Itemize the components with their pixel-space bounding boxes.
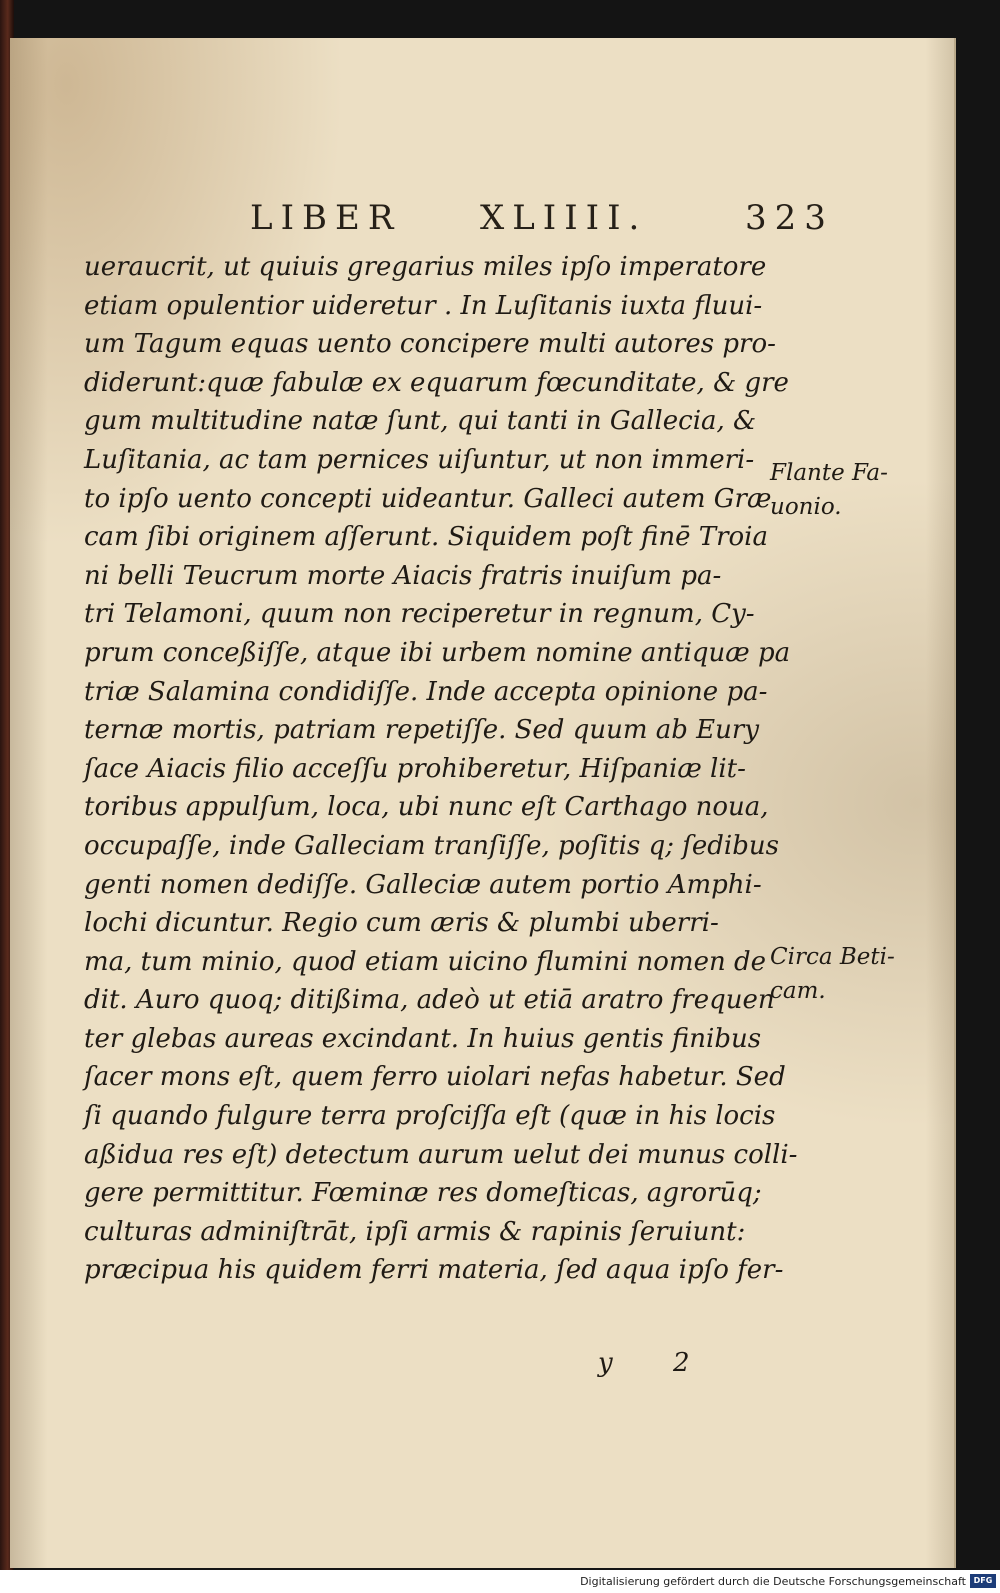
text-line: ma, tum minio, quod etiam uicino flumini nomen de [84, 946, 766, 977]
body-text [84, 248, 798, 1290]
text-line: genti nomen dediſſe. Galleciæ autem portio Amphi- [84, 869, 762, 900]
text-line: ſacer mons eſt, quem ferro uiolari nefas habetur. Sed [84, 1062, 786, 1093]
text-line: um Tagum equas uento concipere multi autores pro- [84, 329, 776, 360]
margin-note-line: Flante Fa- [770, 460, 888, 486]
margin-note-line: uonio. [770, 494, 842, 520]
text-line: gere permittitur. Fœminæ res domeſticas, agrorūq; [84, 1178, 762, 1209]
text-line: to ipſo uento concepti uideantur. Galleci autem Græ [84, 483, 772, 514]
text-line: ſi quando fulgure terra proſciſſa eſt (quæ in his locis [84, 1101, 776, 1132]
text-line: ueraucrit, ut quiuis gregarius miles ipſo imperatore [84, 252, 767, 282]
running-head-book-number: XLIIII. [480, 198, 648, 238]
text-line: diderunt:quæ fabulæ ex equarum fœcunditate, & gre [84, 367, 789, 398]
text-line: ter glebas aureas excindant. In huius gentis finibus [84, 1023, 762, 1054]
book-page [10, 38, 956, 1568]
margin-note-line: cam. [770, 978, 826, 1004]
text-line: gum multitudine natæ ſunt, qui tanti in Gallecia, & [84, 406, 757, 437]
text-line: etiam opulentior uideretur . In Luſitanis iuxta fluui- [84, 290, 763, 321]
text-line: toribus appulſum, loca, ubi nunc eſt Carthago noua, [84, 792, 769, 823]
dfg-logo-icon: DFG [970, 1574, 996, 1588]
text-line: aßidua res eſt) detectum aurum uelut dei munus colli- [84, 1139, 798, 1170]
text-line: occupaſſe, inde Galleciam tranſiſſe, poſitis q; ſedibus [84, 830, 779, 861]
running-head [10, 198, 956, 238]
margin-note-circa-beticam [770, 940, 895, 1008]
text-line: ni belli Teucrum morte Aiacis fratris inuiſum pa- [84, 560, 722, 591]
page-number: 323 [745, 198, 834, 238]
text-line: tri Telamoni, quum non reciperetur in regnum, Cy- [84, 599, 755, 630]
text-line: ſace Aiacis filio acceſſu prohiberetur, Hiſpaniæ lit- [84, 753, 746, 784]
text-line: lochi dicuntur. Regio cum æris & plumbi uberri- [84, 908, 719, 939]
margin-note-flante-favonio [770, 456, 888, 524]
text-line: Luſitania, ac tam pernices uiſuntur, ut non immeri- [84, 444, 755, 475]
text-line: prum conceßiſſe, atque ibi urbem nomine antiquæ pa [84, 637, 791, 668]
text-line: ternæ mortis, patriam repetiſſe. Sed quum ab Eury [84, 715, 760, 746]
signature-mark: y 2 [598, 1348, 716, 1378]
digitization-footer [0, 1570, 1000, 1593]
text-line: dit. Auro quoq; ditißima, adeò ut etiā aratro frequen [84, 985, 775, 1016]
footer-credit: Digitalisierung gefördert durch die Deutsche Forschungsgemeinschaft [580, 1575, 966, 1588]
text-line: triæ Salamina condidiſſe. Inde accepta opinione pa- [84, 676, 768, 707]
text-line: præcipua his quidem ferri materia, ſed aqua ipſo fer- [84, 1255, 784, 1286]
text-line: culturas adminiſtrāt, ipſi armis & rapinis ſeruiunt: [84, 1216, 746, 1247]
margin-note-line: Circa Beti- [770, 944, 895, 970]
text-line: cam ſibi originem aſſerunt. Siquidem poſt finē Troia [84, 522, 768, 553]
running-head-book: LIBER [250, 198, 402, 238]
